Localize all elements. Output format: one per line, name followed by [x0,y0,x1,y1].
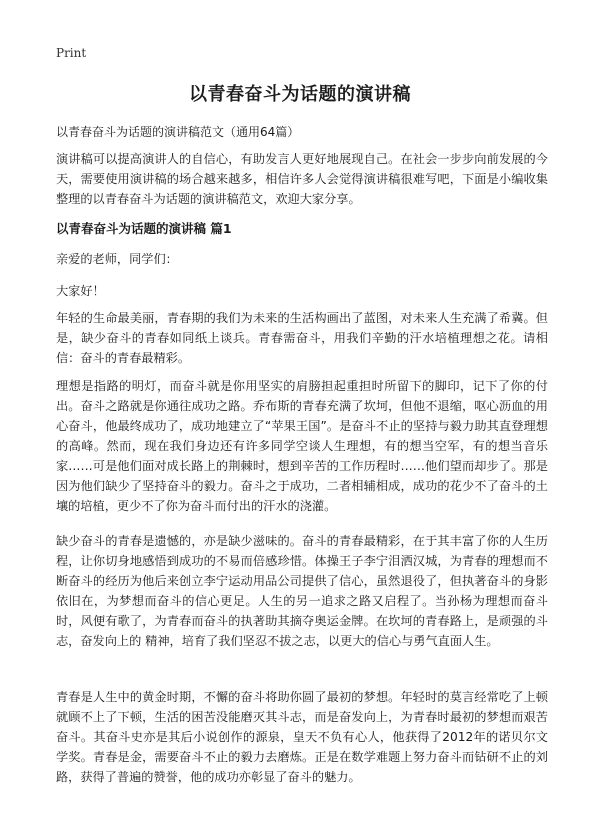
intro-paragraph: 演讲稿可以提高演讲人的自信心，有助发言人更好地展现自己。在社会一步步向前发展的今天，需要使用演讲稿的场合越来越多，相信许多人会觉得演讲稿很难写吧，下面是小编收集整理的以青春奋斗为话题的演讲稿范文，欢迎大家分享。 [56,152,548,206]
section-heading: 以青春奋斗为话题的演讲稿 篇1 [56,221,232,236]
salutation: 亲爱的老师，同学们： [56,252,178,266]
print-link[interactable]: Print [56,46,87,60]
body-paragraph-1: 年轻的生命最美丽，青春期的我们为未来的生活构画出了蓝图，对未来人生充满了希冀。但是，缺少奋斗的青春如同纸上谈兵。青春需奋斗，用我们辛勤的汗水培植理想之花。请相信：奋斗的青春最精彩。 [56,311,548,365]
body-paragraph-3: 缺少奋斗的青春是遗憾的，亦是缺少滋味的。奋斗的青春最精彩，在于其丰富了你的人生历程，让你切身地感悟到成功的不易而倍感珍惜。体操王子李宁泪洒汉城，为青春的理想而不断奋斗的经历为他后来创立李宁运动用品公司提供了信心，虽然退役了，但执著奋斗的身影依旧在，为梦想而奋斗的信心更足。人生的另一追求之路又启程了。当孙杨为理想而奋斗时，风便有歌了，为青春而奋斗的执著助其摘夺奥运金牌。在坎坷的青春路上，是顽强的斗志，奋发向上的 精神，培育了我们坚忍不拔之志，以更大的信心与勇气直面人生。 [56,534,548,648]
greeting: 大家好！ [56,284,105,298]
page-title: 以青春奋斗为话题的演讲稿 [189,84,411,105]
document-subtitle: 以青春奋斗为话题的演讲稿范文（通用64篇） [56,125,300,139]
body-paragraph-4: 青春是人生中的黄金时期，不懈的奋斗将助你圆了最初的梦想。年轻时的莫言经常吃了上顿就顾不上了下顿，生活的困苦没能磨灭其斗志，而是奋发向上，为青春时最初的梦想而艰苦奋斗。其奋斗史亦是其后小说创作的源泉，皇天不负有心人，他获得了2012年的诺贝尔文学奖。青春是金，需要奋斗不止的毅力去磨炼。正是在数学难题上努力奋斗而钻研不止的刘路，获得了普遍的赞誉，他的成功亦彰显了奋斗的魅力。 [56,690,548,784]
body-paragraph-2: 理想是指路的明灯，而奋斗就是你用坚实的肩膀担起重担时所留下的脚印，记下了你的付出。奋斗之路就是你通往成功之路。乔布斯的青春充满了坎坷，但他不退缩，呕心沥血的用心奋斗，他最终成功了，成功地建立了“苹果王国”。是奋斗不止的坚持与毅力助其直登理想的高峰。然而，现在我们身边还有许多同学空谈人生理想，有的想当空军，有的想当音乐家……可是他们面对成长路上的荆棘时，想到辛苦的工作历程时……他们望而却步了。那是因为他们缺少了坚持奋斗的毅力。奋斗之于成功，二者相辅相成，成功的花少不了奋斗的土壤的培植，更少不了你为奋斗而付出的汗水的浇灌。 [56,379,548,513]
